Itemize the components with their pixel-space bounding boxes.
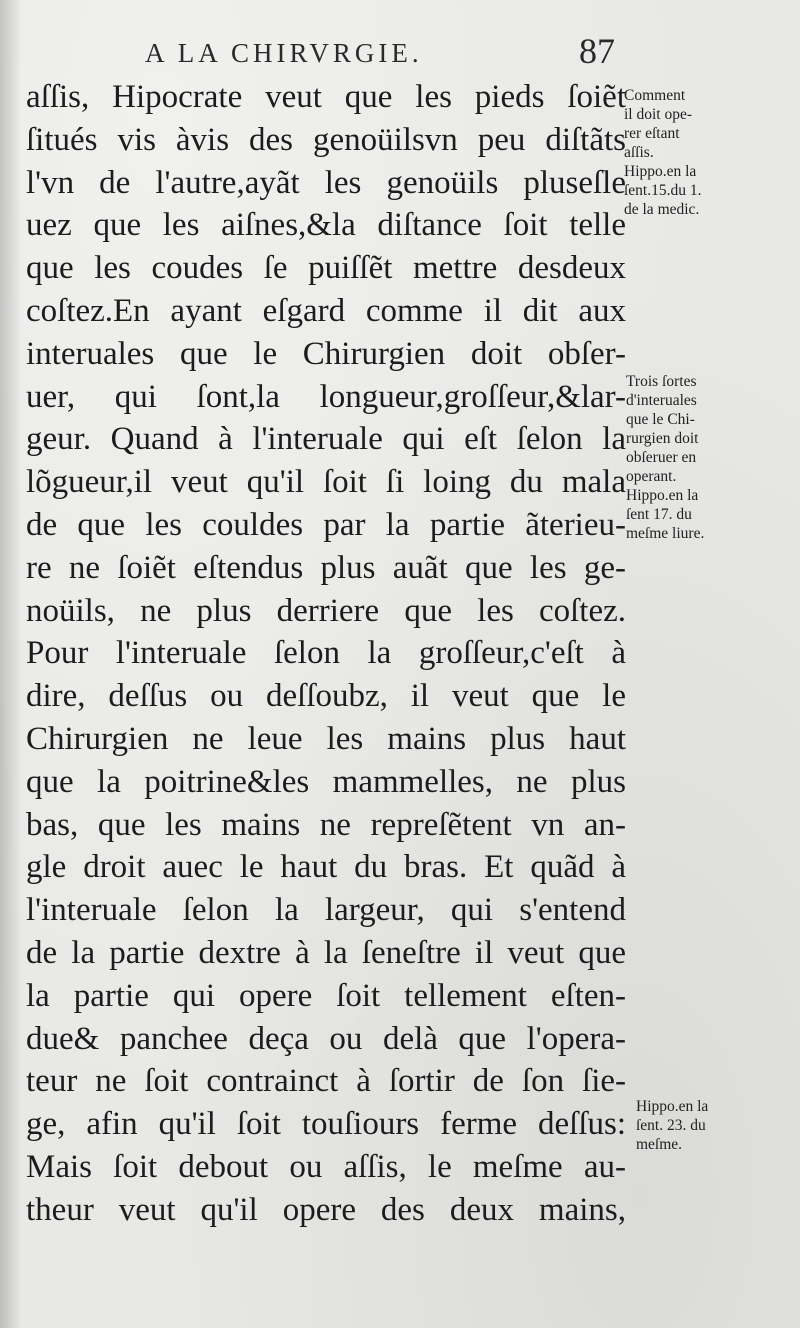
margin-note-line: rer eſtant xyxy=(624,125,680,142)
text-line: bas, que les mains ne repreſẽtent vn an- xyxy=(26,806,626,843)
text-line: ge, afin qu'il ſoit touſiours ferme deſſus: xyxy=(26,1106,626,1143)
text-line: ſitués vis àvis des genoüilsvn peu diſtãts xyxy=(26,121,626,158)
text-line: theur veut qu'il opere des deux mains, xyxy=(26,1191,626,1228)
text-line: aſſis, Hipocrate veut que les pieds ſoiẽt xyxy=(26,79,626,115)
text-line: l'vn de l'autre,ayãt les genoüils pluseſle xyxy=(26,164,626,201)
text-line: re ne ſoiẽt eſtendus plus auãt que les ge- xyxy=(26,549,626,586)
text-line: la partie qui opere ſoit tellement eſten- xyxy=(26,977,626,1014)
margin-note-line: Trois ſortes xyxy=(626,373,697,390)
text-line: teur ne ſoit contrainct à ſortir de ſon ſie- xyxy=(26,1063,626,1100)
text-line: de la partie dextre à la ſeneſtre il veut que xyxy=(26,934,626,971)
margin-note-line: rurgien doit xyxy=(626,430,699,447)
text-line: de que les couldes par la partie ãterieu- xyxy=(26,506,626,543)
text-line: Pour l'interuale ſelon la groſſeur,c'eſt à xyxy=(26,635,626,672)
margin-note-line: il doit ope- xyxy=(624,106,693,123)
margin-note-line: ſent 17. du xyxy=(626,506,692,523)
text-line: dire, deſſus ou deſſoubz, il veut que le xyxy=(26,678,626,715)
text-line: Chirurgien ne leue les mains plus haut xyxy=(26,720,626,757)
margin-note-line: d'interuales xyxy=(626,392,697,409)
margin-note-line: ſent.15.du 1. xyxy=(624,182,702,199)
text-line: uez que les aiſnes,&la diſtance ſoit telle xyxy=(26,207,626,244)
margin-note-line: operant. xyxy=(626,468,677,485)
page-header xyxy=(145,30,615,76)
margin-note-line: meſme liure. xyxy=(626,525,705,542)
margin-note-line: aſſis. xyxy=(624,144,654,161)
margin-note-line: Hippo.en la xyxy=(624,163,697,180)
margin-note-line: obſeruer en xyxy=(626,449,697,466)
text-line: lõgueur,il veut qu'il ſoit ſi loing du mala xyxy=(26,464,626,501)
margin-note-line: ſent. 23. du xyxy=(636,1117,706,1134)
margin-note-line: Hippo.en la xyxy=(626,487,699,504)
text-line: due& panchee deça ou delà que l'opera- xyxy=(26,1020,626,1057)
margin-note-line: Comment xyxy=(624,87,686,104)
text-line: noüils, ne plus derriere que les coſtez. xyxy=(26,592,626,629)
margin-note-posture xyxy=(624,86,759,219)
text-line: Mais ſoit debout ou aſſis, le meſme au- xyxy=(26,1148,626,1185)
text-line: que les coudes ſe puiſſẽt mettre desdeux xyxy=(26,250,626,287)
margin-note-line: meſme. xyxy=(636,1136,683,1153)
text-line: uer, qui ſont,la longueur,groſſeur,&lar- xyxy=(26,378,626,415)
text-line: que la poitrine&les mammelles, ne plus xyxy=(26,763,626,800)
text-line: geur. Quand à l'interuale qui eſt ſelon la xyxy=(26,421,626,458)
text-line: l'interuale ſelon la largeur, qui s'entend xyxy=(26,892,626,929)
text-line: coſtez.En ayant eſgard comme il dit aux xyxy=(26,292,626,329)
running-title: A LA CHIRVRGIE. xyxy=(145,38,423,68)
margin-note-reference xyxy=(636,1097,771,1154)
margin-note-line: de la medic. xyxy=(624,201,700,218)
text-line: interuales que le Chirurgien doit obſer- xyxy=(26,335,626,372)
main-text-block xyxy=(26,76,626,1232)
margin-note-line: Hippo.en la xyxy=(636,1098,709,1115)
margin-note-line: que le Chi- xyxy=(626,411,695,428)
page-gutter-shadow xyxy=(0,0,22,1328)
page-number: 87 xyxy=(579,31,615,71)
margin-note-intervals xyxy=(626,372,761,543)
text-line: gle droit auec le haut du bras. Et quãd à xyxy=(26,849,626,886)
